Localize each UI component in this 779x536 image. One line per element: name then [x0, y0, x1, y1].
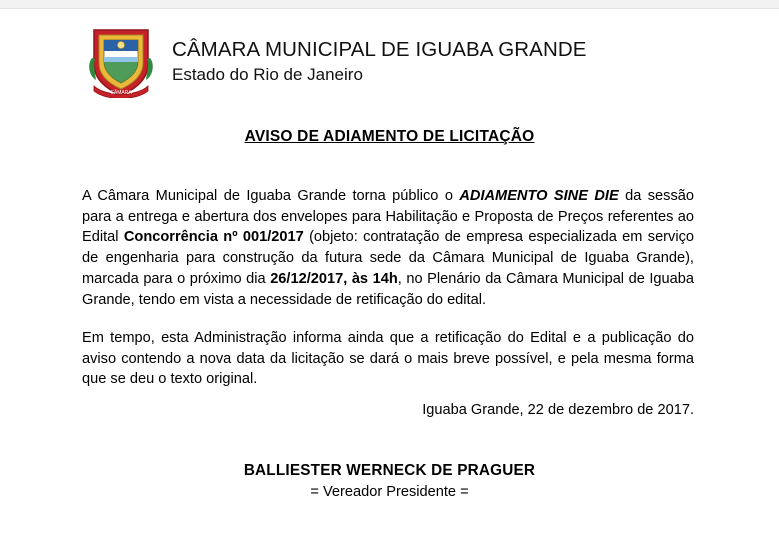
- p1-edital-ref: Concorrência nº 001/2017: [123, 229, 304, 246]
- p1-sine-die: ADIAMENTO SINE DIE: [459, 188, 619, 204]
- page-bottom-edge: [0, 530, 779, 536]
- place-and-date: Iguaba Grande, 22 de dezembro de 2017.: [422, 402, 694, 418]
- p1-seg5: (objeto: contratação de empresa especializada em serviço de engenharia para construção da futura sede da Câmara Municipal de Iguaba Grande), marcada para o próximo dia: [82, 229, 694, 287]
- svg-text:CÂMARA: CÂMARA: [110, 90, 132, 96]
- p1-date-time: 26/12/2017, às 14h: [270, 270, 398, 287]
- p1-seg1: A Câmara Municipal de Iguaba Grande torna público o: [82, 188, 460, 204]
- organization-state: Estado do Rio de Janeiro: [172, 64, 363, 84]
- paragraph-retificacao: Em tempo, esta Administração informa ainda que a retificação do Edital e a publicação do aviso contendo a nova data da licitação se dará o mais breve possível, e pela mesma forma que se deu o texto original.: [82, 330, 694, 388]
- page-title: AVISO DE ADIAMENTO DE LICITAÇÃO: [244, 128, 535, 145]
- organization-name: CÂMARA MUNICIPAL DE IGUABA GRANDE: [172, 37, 587, 61]
- document-header: [0, 24, 779, 98]
- page-top-strip: [0, 0, 779, 9]
- signature-block: [0, 462, 779, 500]
- p1-seg3: da sessão para a entrega e abertura dos envelopes para Habilitação e Proposta de Preços referentes ao Edital: [82, 188, 694, 246]
- signer-role: = Vereador Presidente =: [310, 484, 469, 500]
- header-text-block: [172, 38, 587, 84]
- signer-name: BALLIESTER WERNECK DE PRAGUER: [243, 462, 536, 479]
- municipal-coat-of-arms-icon: [86, 24, 156, 98]
- p1-seg7: , no Plenário da Câmara Municipal de Iguaba Grande, tendo em vista a necessidade de retificação do edital.: [82, 270, 694, 308]
- paragraph-adiamento: [82, 186, 694, 310]
